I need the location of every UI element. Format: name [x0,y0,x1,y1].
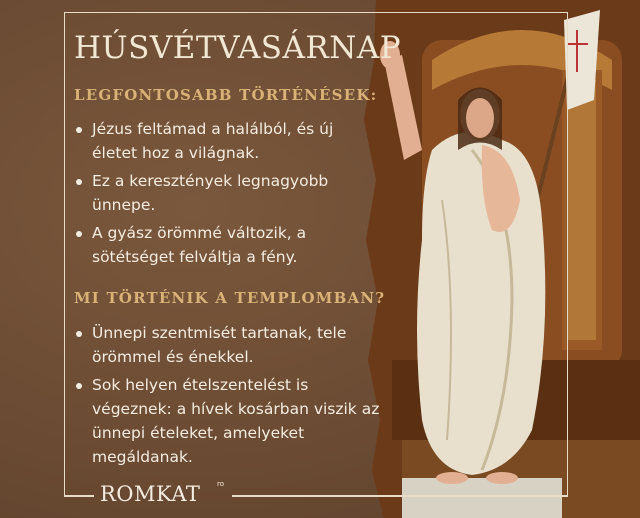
list-item: Ünnepi szentmisét tartanak, tele örömmel és énekkel. [74,321,384,369]
list-item: A gyász örömmé változik, a sötétséget felváltja a fény. [74,221,374,269]
page-title: HÚSVÉTVASÁRNAP [74,30,402,66]
church-list [74,321,384,473]
section-heading-events: LEGFONTOSABB TÖRTÉNÉSEK: [74,86,378,104]
romkat-logo: ROMKAT [100,482,201,506]
section-heading-church: MI TÖRTÉNIK A TEMPLOMBAN? [74,289,386,307]
events-list [74,117,374,273]
frame-bottom-right-line [232,495,568,497]
romkat-logo-suffix: ro [217,480,225,488]
list-item: Ez a keresztények legnagyobb ünnepe. [74,169,374,217]
list-item: Sok helyen ételszentelést is végeznek: a hívek kosárban viszik az ünnepi ételeket, amelyeket megáldanak. [74,373,384,469]
list-item: Jézus feltámad a halálból, és új életet hoz a világnak. [74,117,374,165]
frame-bottom-left-line [64,495,94,497]
